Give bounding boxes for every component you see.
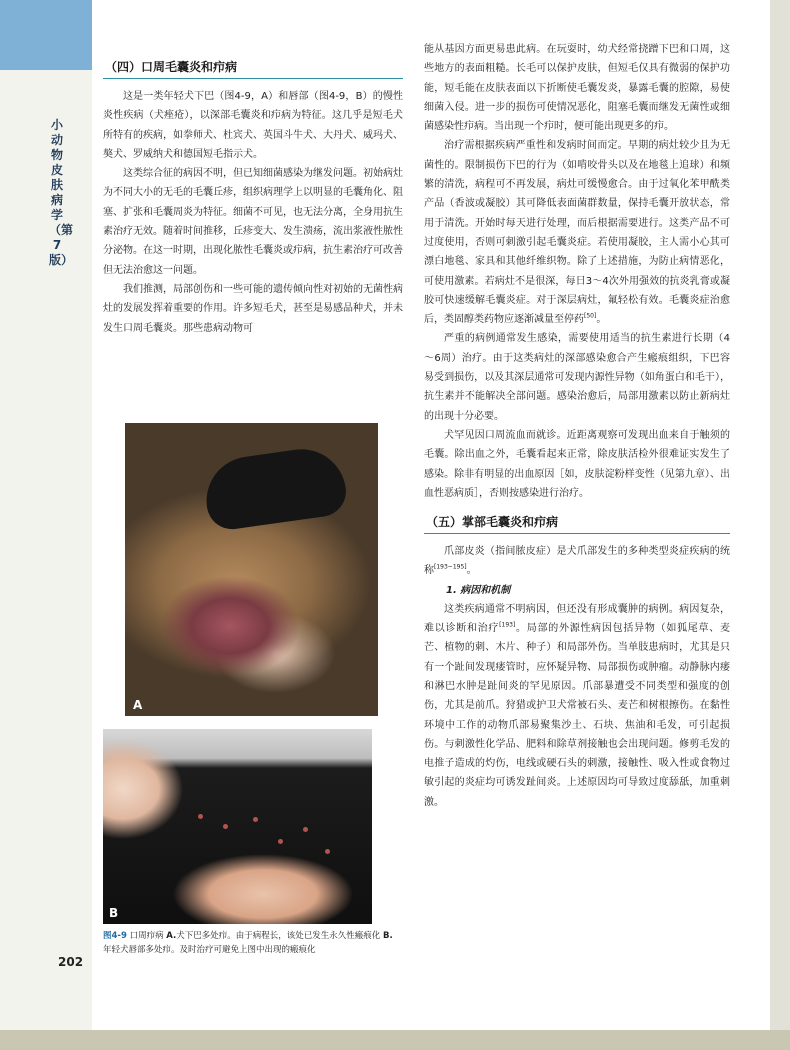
lesion-dot: [303, 827, 308, 832]
lesion-dot: [278, 839, 283, 844]
book-title: 小动物皮肤病学（第7版）: [49, 118, 74, 267]
paragraph-text: 治疗需根据疾病严重性和发病时间而定。早期的病灶较少且为无菌性的。限制损伤下巴的行为（如啃咬骨头以及在地毯上追球）和频繁的清洗，病程可不再发展，病灶可缓慢愈合。由于过氧化苯甲酰类产品（香波或凝胶）其可降低表面菌群数量，保持毛囊开放状态，常用于清洗。开始时每天进行处理，而后根据需要进行。这类产品不可过度使用，否则可刺激引起毛囊炎症。若使用凝胶，主人需小心其可漂白地毯、家具和其他纤维织物。除了上述措施，为防止病情恶化，可使用激素。若病灶不是很深，每日3～4次外用强效的抗炎乳膏或凝胶可快速缓解毛囊炎症。对于深层病灶，氟轻松有效。毛囊炎症治愈后，类固醇类药物应逐渐减量至停药: [424, 140, 730, 326]
lesion-dot: [325, 849, 330, 854]
citation: [50]: [584, 312, 597, 320]
subheading-cause: 1. 病因和机制: [446, 584, 511, 596]
caption-part-a: 犬下巴多处疖。由于病程长，该处已发生永久性瘢痕化: [176, 931, 381, 941]
citation: [193]: [499, 621, 516, 629]
lesion-dot: [223, 824, 228, 829]
figure-photo-b: [103, 729, 372, 924]
paragraph-text: 爪部皮炎（指间脓皮症）是犬爪部发生的多种类型炎症疾病的统称: [424, 546, 730, 577]
lesion-dot: [253, 817, 258, 822]
citation: [193~195]: [434, 564, 467, 572]
paragraph: [424, 600, 730, 812]
paragraph: 治疗需根据疾病严重性和发病时间而定。早期的病灶较少且为无菌性的。限制损伤下巴的行为（如啃咬骨头以及在地毯上追球）和频繁的清洗，病程可不再发展，病灶可缓慢愈合。由于过氧化苯甲酰类产品（香波或凝胶）其可降低表面菌群数量，保持毛囊开放状态，常用于清洗。开始时每天进行处理，而后根据需要进行。这类产品不可过度使用，否则可刺激引起毛囊炎症。若使用凝胶，主人需小心其可漂白地毯、家具和其他纤维织物。除了上述措施，为防止病情恶化，可使用激素。若病灶不是很深，每日3～4次外用强效的抗炎乳膏或凝胶可快速缓解毛囊炎症。对于深层病灶，氟轻松有效。毛囊炎症治愈后，类固醇类药物应逐渐减量至停药[50]。: [424, 140, 730, 326]
bottom-margin: [0, 1030, 790, 1050]
left-margin: [0, 70, 92, 1030]
page-number: 202: [58, 955, 84, 969]
caption-part-b: 年轻犬唇部多处疖。及时治疗可避免上图中出现的瘢痕化: [103, 945, 316, 955]
section-heading-pedal: （五）掌部毛囊炎和疖病: [424, 511, 730, 534]
caption-part-b-label: B.: [382, 931, 393, 941]
paragraph-text: 这类疾病通常不明病因，但还没有形成囊肿的病例。病因复杂，难以诊断和治疗: [424, 603, 730, 635]
corner-color-block: [0, 0, 92, 70]
right-column: [424, 40, 730, 812]
caption-part-a-label: A.: [166, 931, 177, 941]
dog-nose-shape: [201, 444, 349, 533]
paragraph: 能从基因方面更易患此病。在玩耍时，幼犬经常挠蹭下巴和口周，这些地方的表面粗糙。长毛可以保护皮肤，但短毛仅具有微弱的保护功能，短毛能在皮肤表面以下折断使毛囊发炎，暴露毛囊的腔隙，易使细菌入侵。进一步的损伤可使情况恶化，阻塞毛囊而继发无菌性或细菌感染性疖病。当出现一个疖时，便可能出现更多的疖。: [424, 44, 730, 133]
photo-label-a: A: [133, 698, 143, 712]
paragraph: 我们推测，局部创伤和一些可能的遗传倾向性对初始的无菌性病灶的发展发挥着重要的作用。许多短毛犬，甚至是易感品种犬，并未发生口周毛囊炎。那些患病动物可: [103, 283, 403, 334]
figure-caption: [103, 929, 393, 957]
caption-title: 口周疖病: [129, 931, 164, 941]
figure-photo-a: [125, 423, 378, 716]
paragraph-text: 。局部的外源性病因包括异物（如狐尾草、麦芒、植物的刺、木片、种子）和局部外伤。当单肢患病时，尤其是只有一个趾间发现瘘管时，应怀疑异物、局部损伤或肿瘤。动静脉内瘘和淋巴水肿是趾间炎的罕见原因。爪部暴遭受不同类型和强度的创伤，尤其是前爪。狩猎或护卫犬常被石头、麦芒和树根擦伤。在黏性环境中工作的动物爪部易聚集沙土、石块、焦油和毛发，可引起损伤。与刺激性化学品、肥料和除草剂接触也会出现问题。修剪毛发的电推子造成的灼伤，电线或硬石头的刺激，接触性、吸入性或食物过敏引起的炎症均可诱发趾间炎。上述原因均可导致过度舔舐，加重刺激。: [424, 623, 731, 808]
paragraph: 这是一类年轻犬下巴（图4-9，A）和唇部（图4-9，B）的慢性炎性疾病（犬痤疮），以深部毛囊炎和疖病为特征。这几乎是短毛犬所特有的疾病，如拳师犬、杜宾犬、英国斗牛犬、大丹犬、威玛犬、獒犬、罗威纳犬和德国短毛指示犬。: [103, 91, 403, 160]
caption-number: 图4-9: [103, 931, 127, 941]
photo-label-b: B: [109, 906, 119, 920]
paragraph: 犬罕见因口周流血而就诊。近距离观察可发现出血来自于触须的毛囊。除出血之外，毛囊看起来正常，除皮肤活检外很难证实发生了感染。除非有明显的出血原因［如，皮肤淀粉样变性（见第九章）、出血性恶病质］，否则按感染进行治疗。: [424, 429, 730, 499]
paragraph: 爪部皮炎（指间脓皮症）是犬爪部发生的多种类型炎症疾病的统称[193~195]。: [424, 546, 730, 577]
paragraph: 严重的病例通常发生感染，需要使用适当的抗生素进行长期（4～6周）治疗。由于这类病灶的深部感染愈合产生瘢痕组织，下巴容易受到损伤，以及其深层通常可发现内源性异物（如角蛋白和毛干），抗生素并不能解决全部问题。感染治愈后，局部用激素以防止新病灶的出现十分必要。: [424, 333, 730, 422]
paragraph: 这类综合征的病因不明，但已知细菌感染为继发问题。初始病灶为不同大小的无毛的毛囊丘疹，组织病理学上以明显的毛囊角化、阻塞、扩张和毛囊周炎为特征。细菌不可见，也无法分离，全身用抗生素治疗无效。随着时间推移，丘疹变大、发生溃疡，流出浆液性脓性分泌物。在这一时期，出现化脓性毛囊炎或疖病，抗生素治疗可改善但无法治愈这一问题。: [103, 168, 403, 276]
section-heading-perioral: （四）口周毛囊炎和疖病: [103, 56, 403, 79]
lesion-dot: [198, 814, 203, 819]
left-column: [103, 56, 403, 338]
right-margin: [770, 0, 790, 1030]
